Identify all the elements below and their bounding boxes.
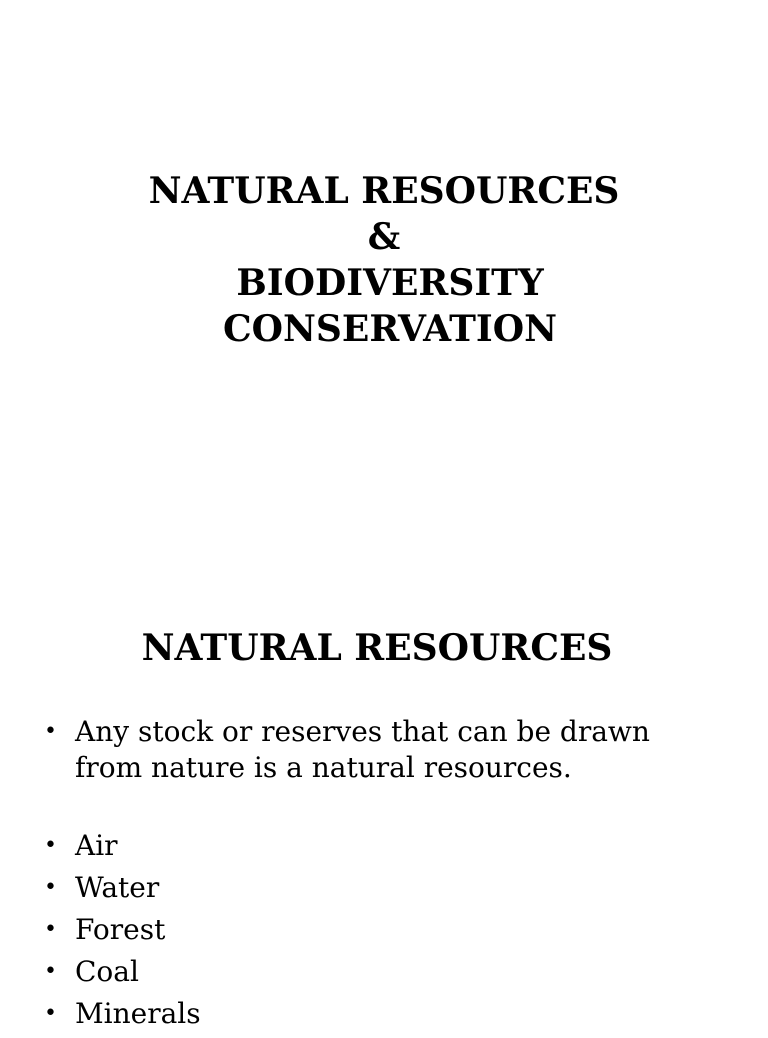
list-item-minerals bbox=[44, 996, 744, 1032]
bullet-icon: • bbox=[44, 719, 57, 744]
list-item-label: Forest bbox=[75, 913, 166, 946]
bullet-icon: • bbox=[44, 1001, 57, 1026]
title-line-natural-resources: NATURAL RESOURCES bbox=[148, 170, 620, 212]
bullet-icon: • bbox=[44, 917, 57, 942]
bullet-list bbox=[44, 714, 744, 1038]
list-item-label: Coal bbox=[75, 955, 139, 988]
content-slide bbox=[0, 480, 768, 1030]
slide-heading: NATURAL RESOURCES bbox=[141, 627, 613, 669]
definition-line-1: Any stock or reserves that can be drawn bbox=[75, 715, 650, 748]
title-line-biodiversity: BIODIVERSITY bbox=[236, 262, 544, 304]
list-item-coal bbox=[44, 954, 744, 990]
title-line-conservation: CONSERVATION bbox=[223, 308, 557, 350]
bullet-icon: • bbox=[44, 959, 57, 984]
bullet-icon: • bbox=[44, 833, 57, 858]
list-item-label: Minerals bbox=[75, 997, 201, 1030]
list-item-air bbox=[44, 828, 744, 864]
list-item-water bbox=[44, 870, 744, 906]
list-item-definition bbox=[44, 714, 744, 786]
slide-title bbox=[0, 168, 768, 352]
title-slide bbox=[0, 0, 768, 480]
bullet-icon: • bbox=[44, 875, 57, 900]
title-line-ampersand: & bbox=[367, 216, 401, 258]
definition-line-2: from nature is a natural resources. bbox=[75, 751, 572, 784]
list-item-label: Air bbox=[75, 829, 118, 862]
list-item-forest bbox=[44, 912, 744, 948]
list-item-label: Water bbox=[75, 871, 160, 904]
